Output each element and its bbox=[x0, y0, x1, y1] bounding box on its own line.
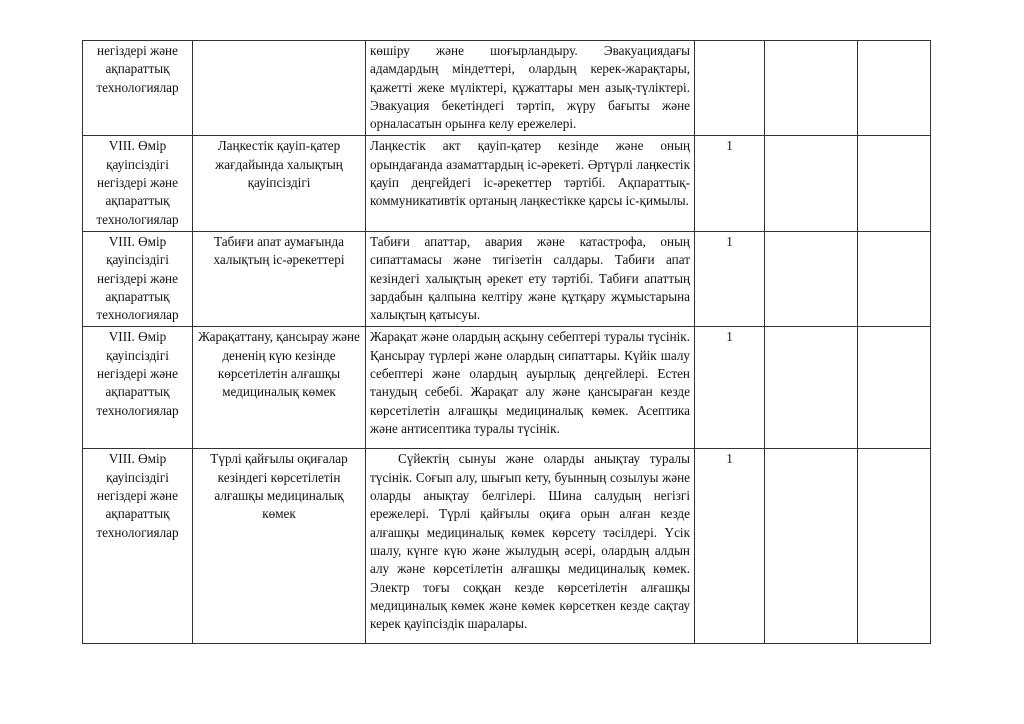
hours-cell: 1 bbox=[695, 327, 765, 449]
content-text: Сүйектің сынуы және оларды анықтау туралы түсінік. Соғып алу, шығып кету, буынның созылуы және оларды анықтау белгілері. Шина салудың негізгі ережелері. Түрлі қайғылы оқиға орын алған кезде алғашқы медициналық көмек көрсету тәсілдері. Үсік шалу, күнге күю және жылудың әсері, олардың алдын алу және көрсетілетін алғашқы медициналық көмек. Электр тоғы соққан кезде көрсетілетін алғашқы медициналық көмек және көмек көрсеткен кезде сақтау керек қауіпсіздік шаралары. bbox=[370, 451, 690, 632]
empty-cell bbox=[765, 231, 858, 326]
empty-cell bbox=[858, 327, 931, 449]
section-cell: VIII. Өмір қауіпсіздігі негіздері және ақпараттық технологиялар bbox=[83, 327, 193, 449]
empty-cell bbox=[858, 231, 931, 326]
empty-cell bbox=[858, 449, 931, 644]
section-cell: VIII. Өмір қауіпсіздігі негіздері және ақпараттық технологиялар bbox=[83, 136, 193, 231]
section-cell: VIII. Өмір қауіпсіздігі негіздері және ақпараттық технологиялар bbox=[83, 449, 193, 644]
content-cell bbox=[366, 449, 695, 644]
hours-cell: 1 bbox=[695, 449, 765, 644]
empty-cell bbox=[858, 136, 931, 231]
topic-cell: Табиғи апат аумағында халықтың іс-әрекеттері bbox=[193, 231, 366, 326]
topic-cell: Түрлі қайғылы оқиғалар кезіндегі көрсетілетін алғашқы медициналық көмек bbox=[193, 449, 366, 644]
topic-cell: Жарақаттану, қансырау және дененің күю кезінде көрсетілетін алғашқы медициналық көмек bbox=[193, 327, 366, 449]
hours-cell: 1 bbox=[695, 231, 765, 326]
topic-cell bbox=[193, 41, 366, 136]
hours-cell: 1 bbox=[695, 136, 765, 231]
hours-cell bbox=[695, 41, 765, 136]
content-cell: Лаңкестік акт қауіп-қатер кезінде және оның орындағанда азаматтардың іс-әрекеті. Әртүрлі лаңкестік қауіп деңгейдегі іс-әрекеттер тәртібі. Ақпараттық-коммуникативтік ортаның лаңкестікке қарсы іс-қимылы. bbox=[366, 136, 695, 231]
table-row bbox=[83, 327, 931, 449]
table-row bbox=[83, 449, 931, 644]
content-cell: Табиғи апаттар, авария және катастрофа, оның сипаттамасы және тигізетін салдары. Табиғи апат кезіндегі халықтың әрекет ету тәртібі. Табиғи апаттың зардабын қалпына келтіру және құтқару жұмыстарына халықтың қатысуы. bbox=[366, 231, 695, 326]
curriculum-table bbox=[82, 40, 931, 644]
table-row bbox=[83, 231, 931, 326]
empty-cell bbox=[858, 41, 931, 136]
table-row bbox=[83, 136, 931, 231]
content-cell: Жарақат және олардың асқыну себептері туралы түсінік. Қансырау түрлері және олардың сипаттары. Күйік шалу себептері және олардың ауырлық деңгейлері. Естен танудың себебі. Жарақат алу және қансыраған кезде көрсетілетін алғашқы медициналық көмек. Асептика және антисептика туралы түсінік. bbox=[366, 327, 695, 449]
table-row bbox=[83, 41, 931, 136]
empty-cell bbox=[765, 41, 858, 136]
empty-cell bbox=[765, 136, 858, 231]
topic-cell: Лаңкестік қауіп-қатер жағдайында халықтың қауіпсіздігі bbox=[193, 136, 366, 231]
empty-cell bbox=[765, 449, 858, 644]
section-cell: VIII. Өмір қауіпсіздігі негіздері және ақпараттық технологиялар bbox=[83, 231, 193, 326]
section-cell: негіздері және ақпараттық технологиялар bbox=[83, 41, 193, 136]
empty-cell bbox=[765, 327, 858, 449]
content-cell: көшіру және шоғырландыру. Эвакуациядағы адамдардың міндеттері, олардың керек-жарақтары, қажетті жеке мүліктері, құжаттары мен азық-түліктері. Эвакуация бекетіндегі тәртіп, жүру бағыты және орналасатын орынға келу ережелері. bbox=[366, 41, 695, 136]
